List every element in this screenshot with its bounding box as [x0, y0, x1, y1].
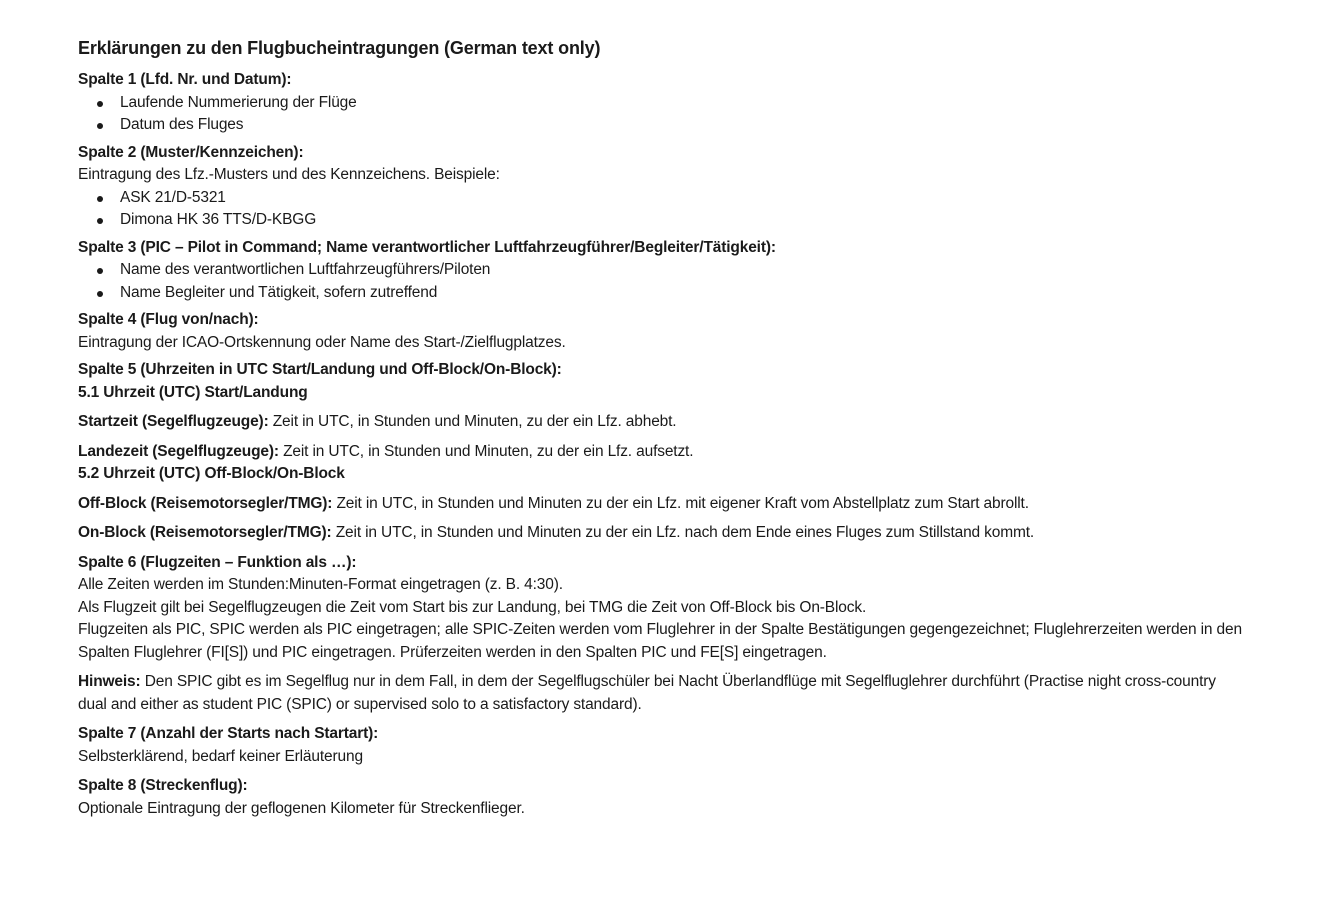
list-item: Dimona HK 36 TTS/D-KBGG [78, 209, 1278, 232]
bullet-list [78, 92, 1278, 137]
startzeit-text: Startzeit (Segelflugzeuge): Zeit in UTC, in Stunden und Minuten, zu der ein Lfz. abhebt. [78, 413, 677, 430]
bullet-icon [97, 291, 103, 297]
bullet-icon [97, 268, 103, 274]
bullet-list [78, 187, 1278, 232]
section-spalte-7 [78, 723, 1278, 768]
section-text: Alle Zeiten werden im Stunden:Minuten-Format eingetragen (z. B. 4:30). [78, 576, 563, 593]
document-body [78, 36, 1278, 820]
section-heading: Spalte 8 (Streckenflug): [78, 777, 248, 794]
section-text: Eintragung der ICAO-Ortskennung oder Name des Start-/Zielflugplatzes. [78, 333, 566, 351]
section-text: Als Flugzeit gilt bei Segelflugzeugen die Zeit vom Start bis zur Landung, bei TMG die Zeit von Off-Block bis On-Block. [78, 598, 867, 616]
list-item: ASK 21/D-5321 [78, 187, 1278, 210]
section-text: Optionale Eintragung der geflogenen Kilometer für Streckenflieger. [78, 799, 525, 817]
section-heading: Spalte 2 (Muster/Kennzeichen): [78, 143, 304, 161]
bullet-list [78, 259, 1278, 304]
bullet-icon [97, 196, 103, 202]
section-spalte-4 [78, 309, 1278, 354]
section-spalte-6 [78, 552, 1278, 717]
subsection-heading-5-2: 5.2 Uhrzeit (UTC) Off-Block/On-Block [78, 465, 345, 482]
section-spalte-1 [78, 69, 1278, 137]
list-item: Name des verantwortlichen Luftfahrzeugführers/Piloten [78, 259, 1278, 282]
on-block-text: On-Block (Reisemotorsegler/TMG): Zeit in UTC, in Stunden und Minuten zu der ein Lfz. nach dem Ende eines Fluges zum Stillstand kommt. [78, 524, 1035, 541]
section-heading: Spalte 5 (Uhrzeiten in UTC Start/Landung und Off-Block/On-Block): [78, 361, 562, 378]
section-heading: Spalte 3 (PIC – Pilot in Command; Name verantwortlicher Luftfahrzeugführer/Begleiter/Tätigkeit): [78, 238, 776, 256]
bullet-icon [97, 123, 103, 129]
list-item: Datum des Fluges [78, 114, 1278, 137]
section-heading: Spalte 4 (Flug von/nach): [78, 311, 259, 328]
section-spalte-5 [78, 359, 1278, 545]
bullet-icon [97, 218, 103, 224]
list-item: Laufende Nummerierung der Flüge [78, 92, 1278, 115]
hinweis-text: Hinweis: Den SPIC gibt es im Segelflug nur in dem Fall, in dem der Segelflugschüler bei Nacht Überlandflüge mit Segelfluglehrer durchführt (Practise night cross-country dual and either as student PIC (SPIC) or supervised solo to a satisfactory standard). [78, 673, 1216, 713]
section-text: Eintragung des Lfz.-Musters und des Kennzeichens. Beispiele: [78, 166, 500, 183]
subsection-heading-5-1: 5.1 Uhrzeit (UTC) Start/Landung [78, 383, 308, 401]
bullet-icon [97, 101, 103, 107]
section-spalte-2 [78, 142, 1278, 232]
section-heading: Spalte 1 (Lfd. Nr. und Datum): [78, 71, 292, 88]
document-title: Erklärungen zu den Flugbucheintragungen (German text only) [78, 38, 601, 58]
list-item: Name Begleiter und Tätigkeit, sofern zutreffend [78, 282, 1278, 305]
off-block-text: Off-Block (Reisemotorsegler/TMG): Zeit in UTC, in Stunden und Minuten zu der ein Lfz. mit eigener Kraft vom Abstellplatz zum Start abrollt. [78, 494, 1029, 512]
section-heading: Spalte 7 (Anzahl der Starts nach Startart): [78, 725, 379, 742]
section-text: Flugzeiten als PIC, SPIC werden als PIC eingetragen; alle SPIC-Zeiten werden vom Fluglehrer in der Spalte Bestätigungen gegengezeichnet; Fluglehrerzeiten werden in den Spalten Fluglehrer (FI[S]) und PIC eingetragen. Prüferzeiten werden in den Spalten PIC und FE[S] eingetragen. [78, 621, 1242, 661]
section-spalte-3 [78, 237, 1278, 305]
landezeit-text: Landezeit (Segelflugzeuge): Zeit in UTC, in Stunden und Minuten, zu der ein Lfz. aufsetzt. [78, 442, 694, 460]
section-heading: Spalte 6 (Flugzeiten – Funktion als …): [78, 553, 357, 571]
section-text: Selbsterklärend, bedarf keiner Erläuterung [78, 747, 363, 765]
section-spalte-8 [78, 775, 1278, 820]
